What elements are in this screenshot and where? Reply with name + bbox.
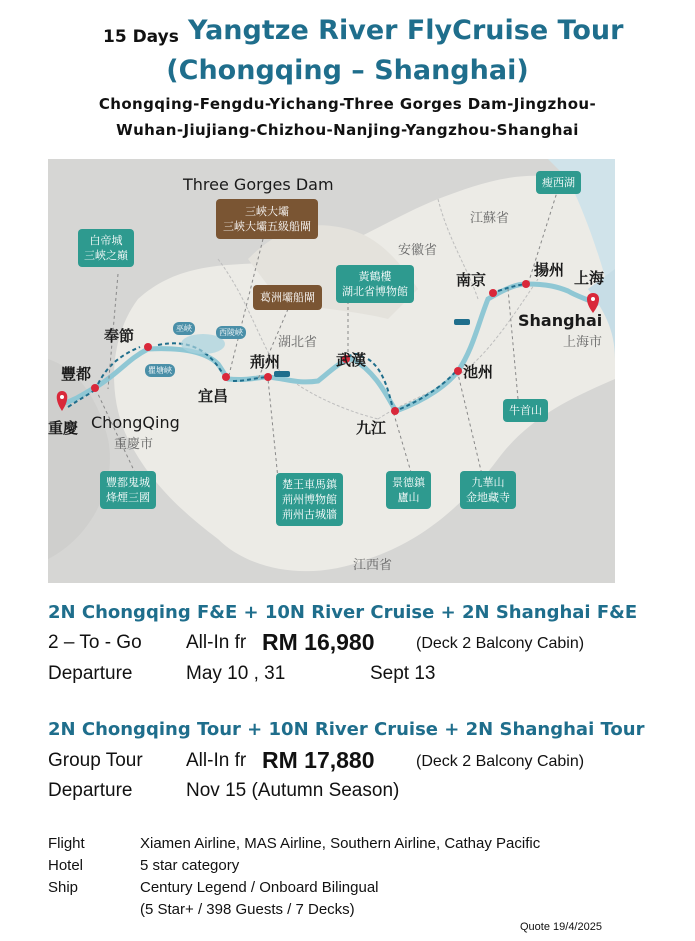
city-fengdu: 豐都 <box>61 365 92 383</box>
callout-fengdu-ghost-city: 豐都鬼城 烽煙三國 <box>100 471 156 509</box>
city-yangzhou: 揚州 <box>534 261 565 279</box>
ship-value: Century Legend / Onboard Bilingual <box>140 879 379 896</box>
package-2-dates: Nov 15 (Autumn Season) <box>186 780 400 801</box>
tag-qutang: 瞿塘峽 <box>145 364 175 377</box>
package-1-dates-may: May 10 , 31 <box>186 663 286 684</box>
province-jiangxi: 江西省 <box>353 558 393 573</box>
city-jingzhou: 荊州 <box>250 353 281 371</box>
tour-subtitle: (Chongqing – Shanghai) <box>166 55 529 86</box>
package-2-cabin: (Deck 2 Balcony Cabin) <box>416 753 585 770</box>
tag-wuxia: 巫峽 <box>173 322 195 335</box>
hotel-value: 5 star category <box>140 857 240 874</box>
route-line-1: Chongqing-Fengdu-Yichang-Three Gorges Dam-Jingzhou- <box>98 95 597 113</box>
package-1-price-prefix: All-In fr <box>186 632 247 653</box>
route-line-2: Wuhan-Jiujiang-Chizhou-Nanjing-Yangzhou-Shanghai <box>116 121 579 139</box>
tour-title: Yangtze River FlyCruise Tour <box>188 15 624 46</box>
province-anhui: 安徽省 <box>398 243 438 258</box>
city-nanjing: 南京 <box>456 271 487 289</box>
province-hubei: 湖北省 <box>278 335 318 350</box>
callout-baidicheng: 白帝城 三峽之巔 <box>78 229 134 267</box>
callout-jiuhua-mountain: 九華山 金地藏寺 <box>460 471 516 509</box>
callout-slender-west-lake: 瘦西湖 <box>536 171 581 194</box>
package-2-departure-label: Departure <box>48 780 133 801</box>
package-1-dates-sept: Sept 13 <box>370 663 436 684</box>
callout-niushou-mountain: 牛首山 <box>503 399 548 422</box>
package-2-price: RM 17,880 <box>262 747 375 773</box>
quote-date: Quote 19/4/2025 <box>520 921 602 933</box>
callout-jingzhou-sights: 楚王車馬鎮 荊州博物館 荊州古城牆 <box>276 473 343 526</box>
callout-jingdezhen: 景德鎮 廬山 <box>386 471 431 509</box>
hotel-label: Hotel <box>48 857 84 874</box>
package-2-type: Group Tour <box>48 750 143 771</box>
city-jiujiang: 九江 <box>356 419 387 437</box>
city-shanghai-municipality: 上海市 <box>563 335 603 350</box>
city-chongqing-en: ChongQing <box>91 413 180 432</box>
package-1-departure-label: Departure <box>48 663 133 684</box>
callout-three-gorges-dam: 三峽大壩 三峽大壩五級船閘 <box>216 199 318 239</box>
city-shanghai-cn: 上海 <box>574 269 605 287</box>
city-wuhan: 武漢 <box>336 351 367 369</box>
package-2-heading: 2N Chongqing Tour + 10N River Cruise + 2N Shanghai Tour <box>48 719 645 740</box>
flight-label: Flight <box>48 835 85 852</box>
package-1-type: 2 – To - Go <box>48 632 142 653</box>
province-jiangsu: 江蘇省 <box>470 211 510 226</box>
three-gorges-dam-label: Three Gorges Dam <box>183 175 334 194</box>
ship-note: (5 Star+ / 398 Guests / 7 Decks) <box>140 901 355 918</box>
city-chongqing-cn: 重慶 <box>48 419 79 437</box>
route-map <box>48 159 615 583</box>
package-1-heading: 2N Chongqing F&E + 10N River Cruise + 2N Shanghai F&E <box>48 602 638 623</box>
package-1-cabin: (Deck 2 Balcony Cabin) <box>416 635 585 652</box>
tag-xiling: 西陵峽 <box>216 326 246 339</box>
city-yichang: 宜昌 <box>198 387 229 405</box>
city-chongqing-municipality: 重慶市 <box>114 437 154 452</box>
city-chizhou: 池州 <box>463 363 494 381</box>
city-fengjie: 奉節 <box>104 327 135 345</box>
callout-gezhouba: 葛洲壩船閘 <box>253 285 322 310</box>
flight-value: Xiamen Airline, MAS Airline, Southern Airline, Cathay Pacific <box>140 835 541 852</box>
package-1-price: RM 16,980 <box>262 629 375 655</box>
package-2-price-prefix: All-In fr <box>186 750 247 771</box>
city-shanghai-en: Shanghai <box>518 311 603 330</box>
callout-yellow-crane-tower: 黃鶴樓 湖北省博物館 <box>336 265 414 303</box>
ship-label: Ship <box>48 879 79 896</box>
tour-duration: 15 Days <box>103 27 179 47</box>
